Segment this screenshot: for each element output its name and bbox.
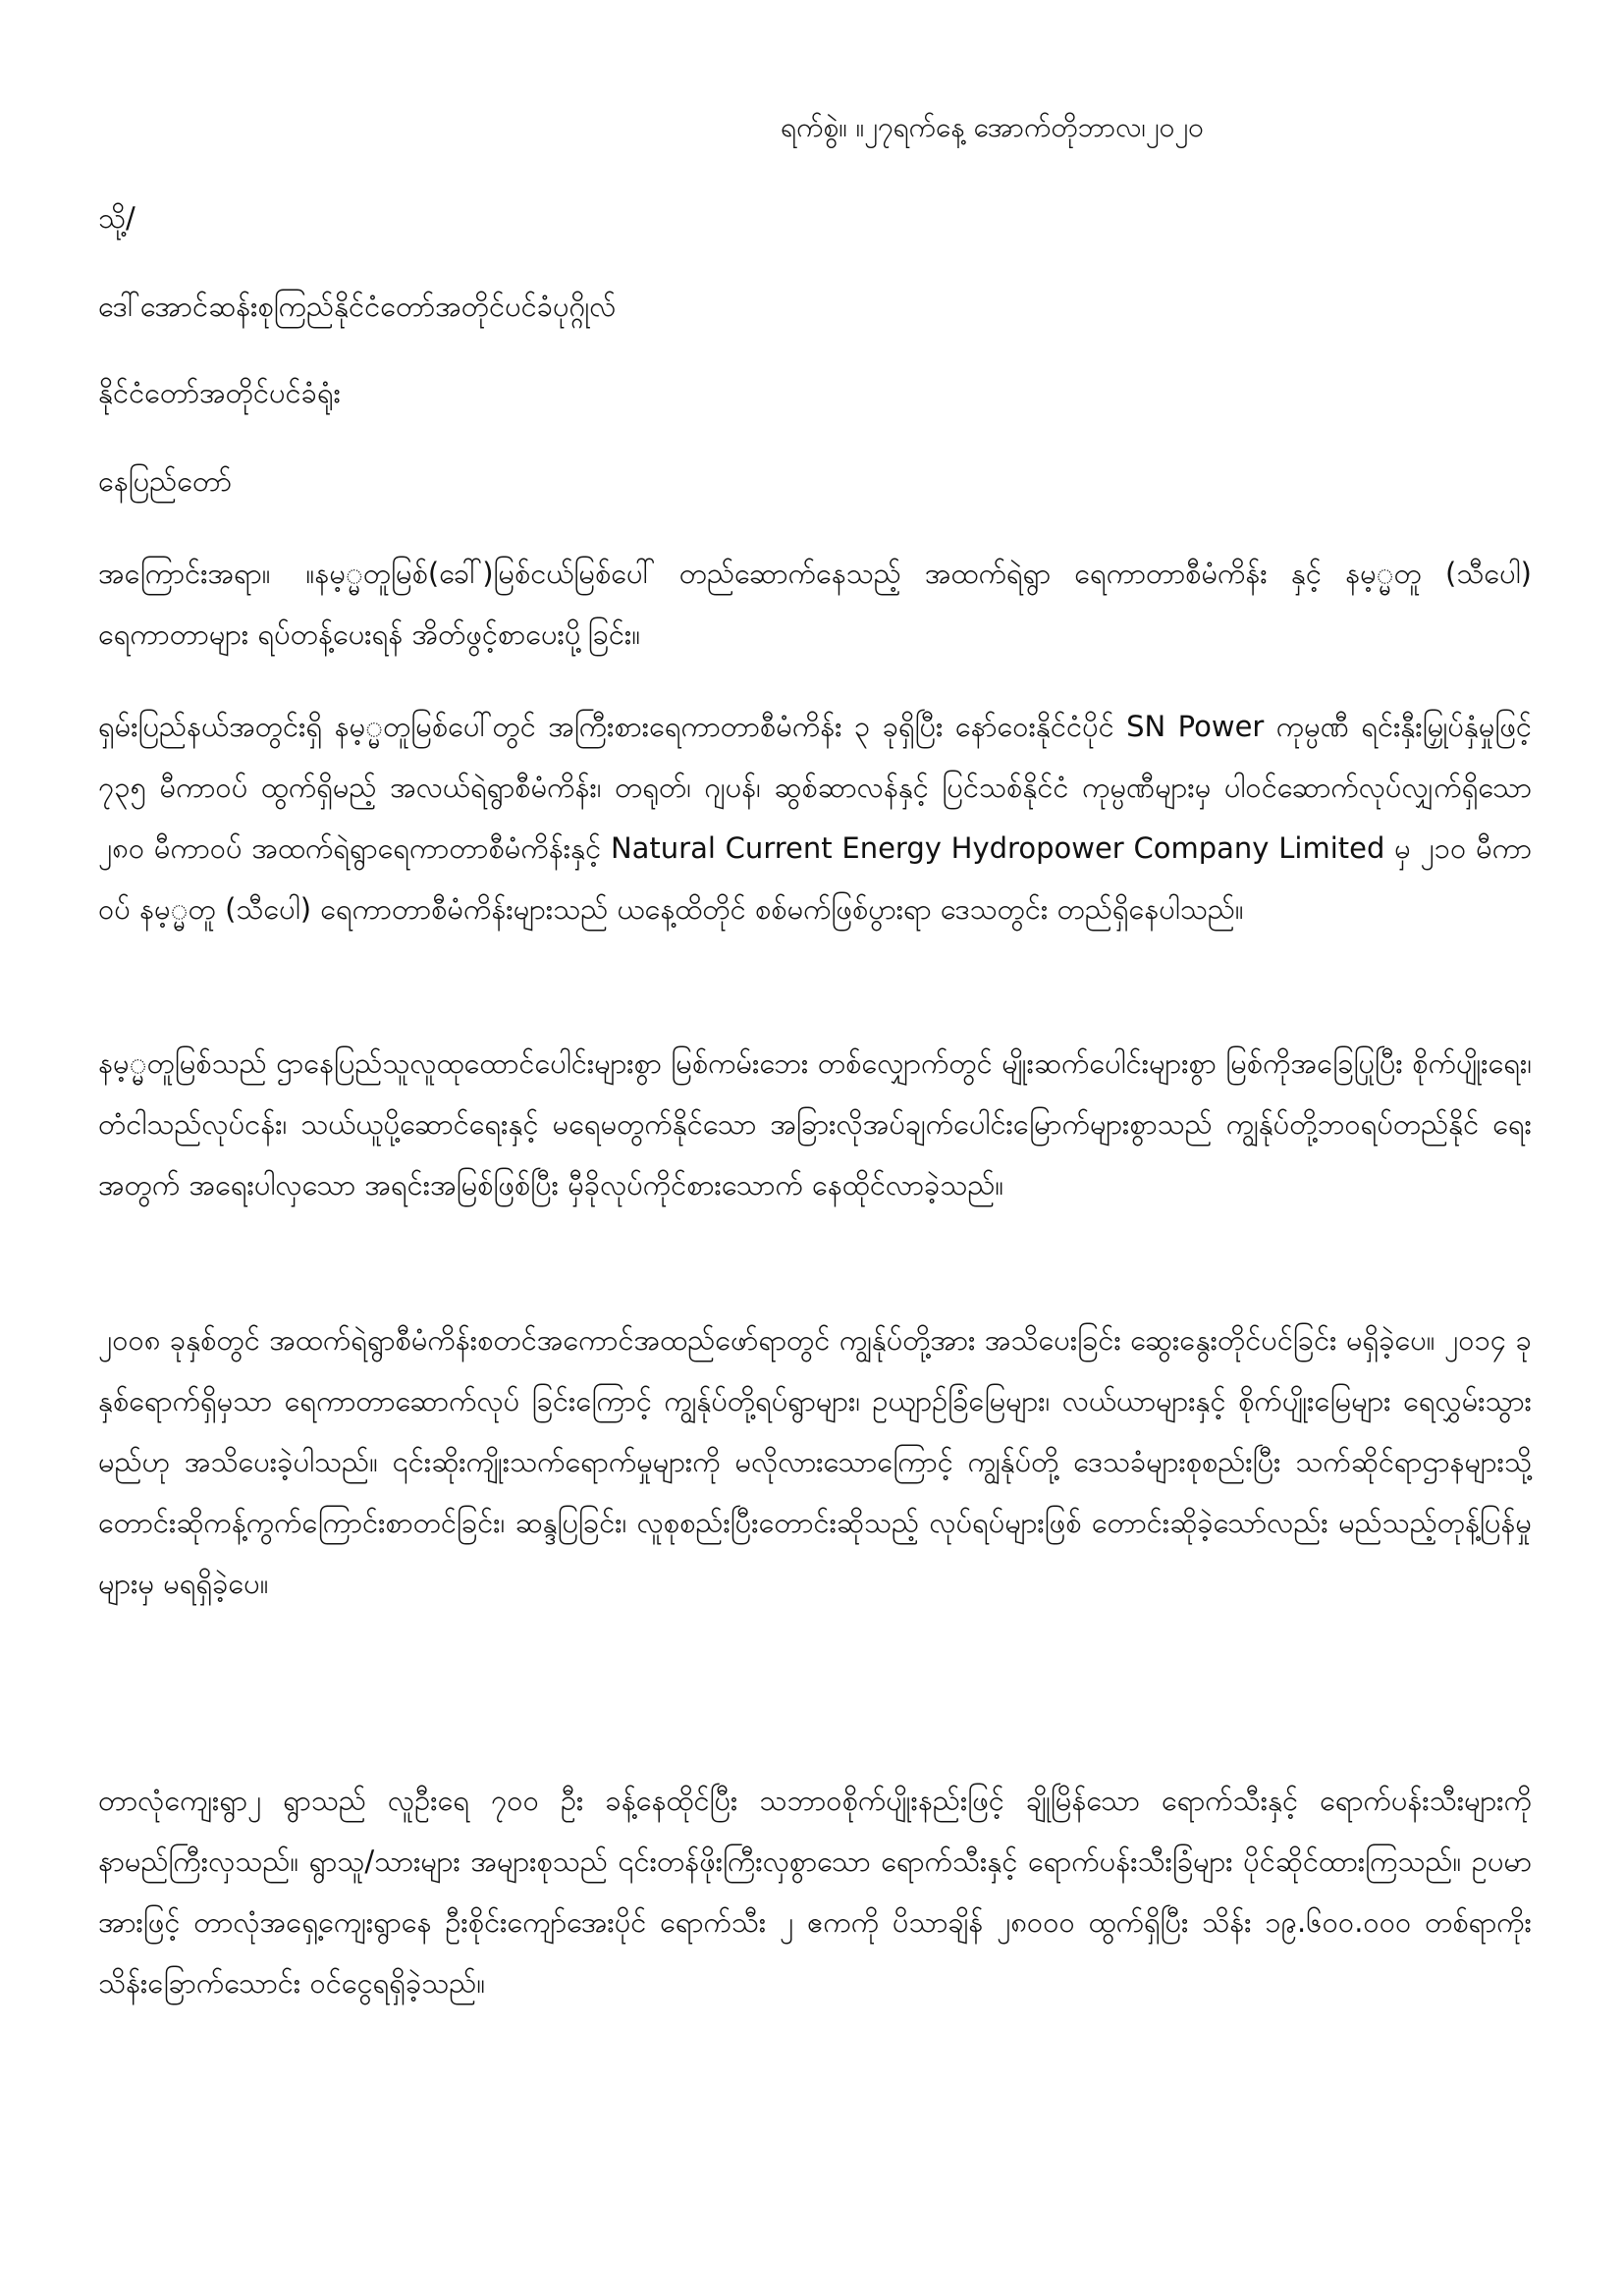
letter-date: ရက်စွဲ။ ။၂၇ရက်နေ့ အောက်တိုဘာလ၊၂၀၂၀ — [781, 111, 1204, 143]
recipient-office: နိုင်ငံတော်အတိုင်ပင်ခံရုံး — [98, 376, 341, 409]
recipient-city: နေပြည်တော် — [98, 464, 233, 498]
salutation-to: သို့/ — [98, 201, 135, 235]
body-paragraph-2: နမ့္မတူမြစ်သည် ဌာနေပြည်သူလူထုထောင်ပေါင်းများစွာ မြစ်ကမ်းဘေး တစ်လျှောက်တွင် မျိုးဆက်ပေါင်းများစွာ မြစ်ကိုအခြေပြုပြီး စိုက်ပျိုးရေး၊ တံငါသည်လုပ်ငန်း၊ သယ်ယူပို့ဆောင်ရေးနှင့် မရေမတွက်နိုင်သော အခြားလိုအပ်ချက်ပေါင်းမြောက်များစွာသည် ကျွန်ုပ်တို့ဘဝရပ်တည်နိုင် ရေးအတွက် အရေးပါလှသော အရင်းအမြစ်ဖြစ်ပြီး မှီခိုလုပ်ကိုင်စားသောက် နေထိုင်လာခဲ့သည်။ — [98, 1046, 1532, 1201]
subject-text: ။နမ့္မတူမြစ်(ခေါ်)မြစ်ငယ်မြစ်ပေါ် တည်ဆောက်နေသည့် အထက်ရဲရွာ ရေကာတာစီမံကိန်း နှင့် နမ့္မတူ (သီပေါ) ရေကာတာများ ရပ်တန့်ပေးရန် အိတ်ဖွင့်စာပေးပို့ခြင်း။ — [98, 557, 1532, 651]
subject-line — [98, 543, 1532, 665]
recipient-name: ဒေါ်အောင်ဆန်းစုကြည်နိုင်ငံတော်အတိုင်ပင်ခံပုဂ္ဂိုလ် — [98, 290, 617, 323]
body-paragraph-1: ရှမ်းပြည်နယ်အတွင်းရှိ နမ့္မတူမြစ်ပေါ်တွင် အကြီးစားရေကာတာစီမံကိန်း ၃ ခုရှိပြီး နော်ဝေးနိုင်ငံပိုင် SN Power ကုမ္ပဏီ ရင်းနှီးမြှုပ်နှံမှုဖြင့် ၇၃၅ မီကာဝပ် ထွက်ရှိမည့် အလယ်ရဲရွာစီမံကိန်း၊ တရုတ်၊ ဂျပန်၊ ဆွစ်ဆာလန်နှင့် ပြင်သစ်နိုင်ငံ ကုမ္ပဏီများမှ ပါဝင်ဆောက်လုပ်လျှက်ရှိသော ၂၈၀ မီကာဝပ် အထက်ရဲရွာရေကာတာစီမံကိန်းနှင့် Natural Current Energy Hydropower Company Limited မှ ၂၁၀ မီကာဝပ် နမ့္မတူ (သီပေါ) ရေကာတာစီမံကိန်းများသည် ယနေ့ထိတိုင် စစ်မက်ဖြစ်ပွားရာ ဒေသတွင်း တည်ရှိနေပါသည်။ — [98, 710, 1532, 926]
body-paragraph-4: တာလုံကျေးရွာ၂ ရွာသည် လူဦးရေ ၇၀၀ ဦး ခန့်နေထိုင်ပြီး သဘာဝစိုက်ပျိုးနည်းဖြင့် ချိုမြိန်သော ရောက်သီးနှင့် ရောက်ပန်းသီးများကို နာမည်ကြီးလှသည်။ ရွာသူ/သားများ အများစုသည် ၎င်းတန်ဖိုးကြီးလှစွာသော ရောက်သီးနှင့် ရောက်ပန်းသီးခြံများ ပိုင်ဆိုင်ထားကြသည်။ ဥပမာ အားဖြင့် တာလုံအရှေ့ကျေးရွာနေ ဦးစိုင်းကျော်အေးပိုင် ရောက်သီး ၂ ဧကကို ပိသာချိန် ၂၈၀၀၀ ထွက်ရှိပြီး သိန်း ၁၉.၆၀၀.၀၀၀ တစ်ရာကိုးသိန်းခြောက်သောင်း ဝင်ငွေရရှိခဲ့သည်။ — [98, 1784, 1532, 2000]
subject-label: အကြောင်းအရာ။ — [98, 557, 271, 590]
body-paragraph-3: ၂၀၀၈ ခုနှစ်တွင် အထက်ရဲရွာစီမံကိန်းစတင်အကောင်အထည်ဖော်ရာတွင် ကျွန်ုပ်တို့အား အသိပေးခြင်း ဆွေးနွေးတိုင်ပင်ခြင်း မရှိခဲ့ပေ။ ၂၀၁၄ ခုနှစ်ရောက်ရှိမှသာ ရေကာတာဆောက်လုပ် ခြင်းကြောင့် ကျွန်ုပ်တို့ရပ်ရွာများ၊ ဥယျာဉ်ခြံမြေများ၊ လယ်ယာများနှင့် စိုက်ပျိုးမြေများ ရေလွှမ်းသွား မည်ဟု အသိပေးခဲ့ပါသည်။ ၎င်းဆိုးကျိုးသက်ရောက်မှုများကို မလိုလားသောကြောင့် ကျွန်ုပ်တို့ ဒေသခံများစုစည်းပြီး သက်ဆိုင်ရာဌာနများသို့ တောင်းဆိုကန့်ကွက်ကြောင်းစာတင်ခြင်း၊ ဆန္ဒပြခြင်း၊ လူစုစည်းပြီးတောင်းဆိုသည့် လုပ်ရပ်များဖြစ် တောင်းဆိုခဲ့သော်လည်း မည်သည့်တုန့်ပြန်မှု များမှ မရရှိခဲ့ပေ။ — [98, 1323, 1532, 1600]
